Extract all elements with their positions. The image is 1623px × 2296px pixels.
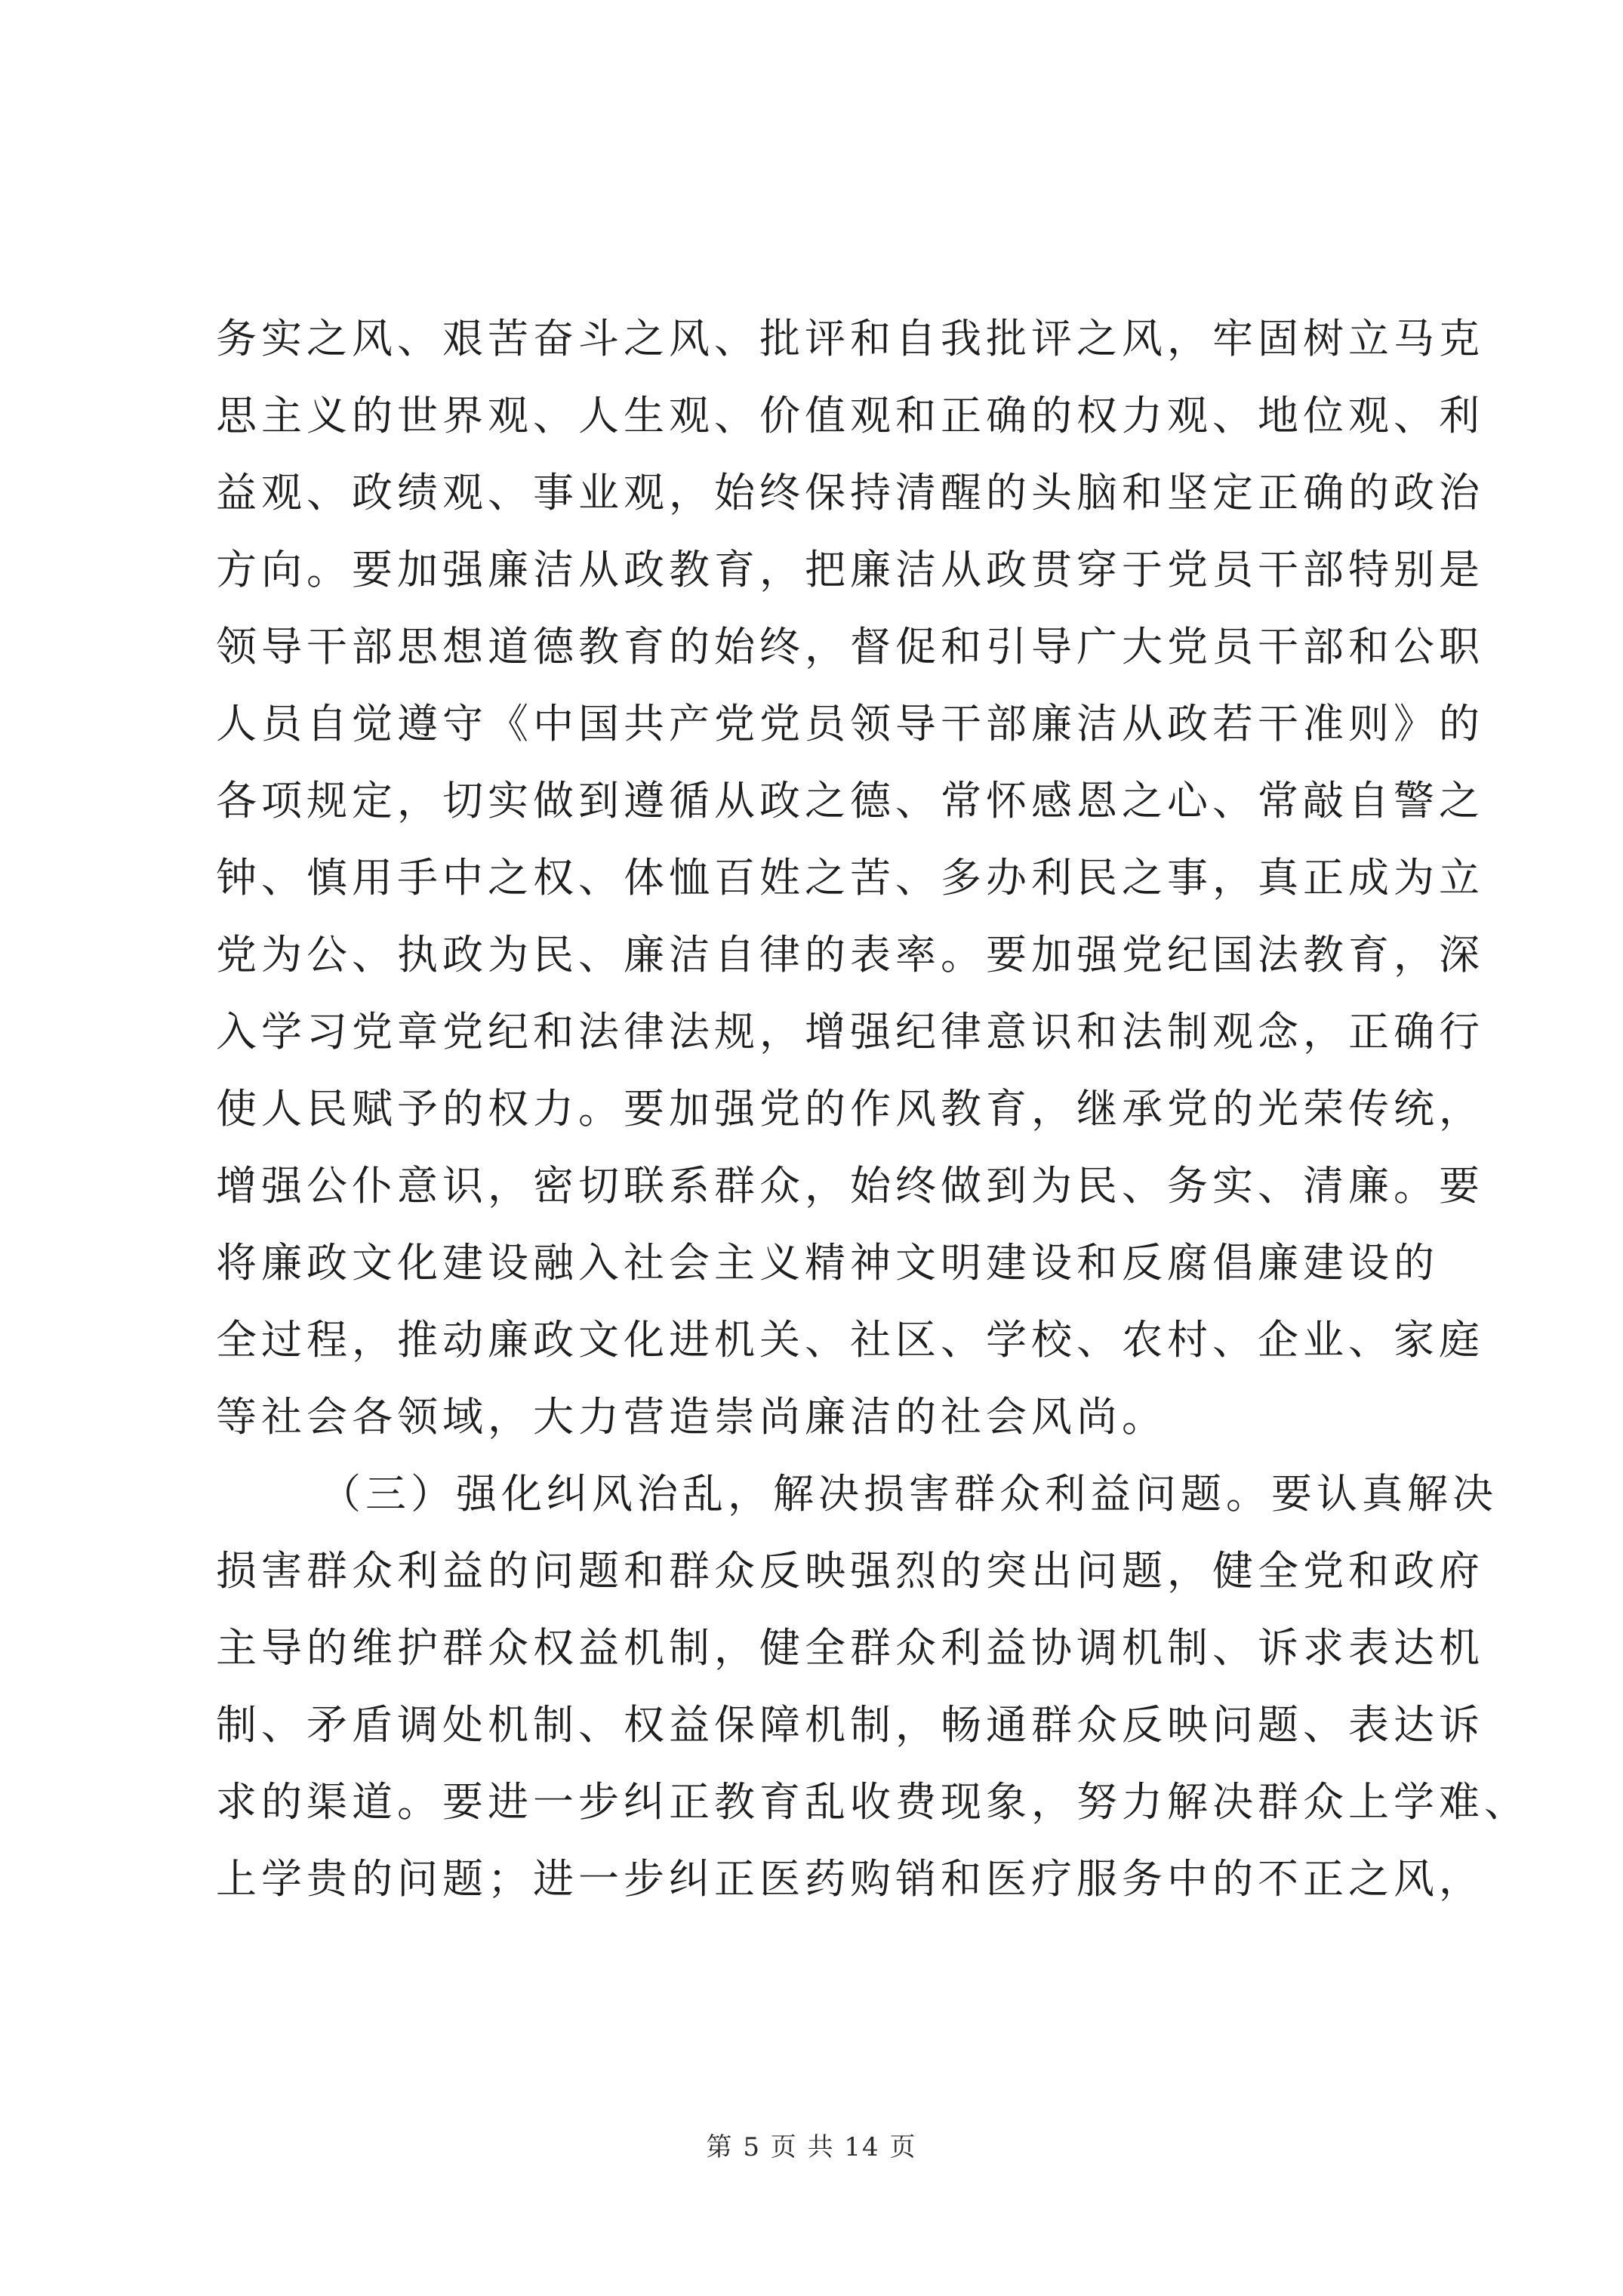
text-line: （三）强化纠风治乱，解决损害群众利益问题。要认真解决 <box>320 1470 1498 1518</box>
text-line: 领导干部思想道德教育的始终，督促和引导广大党员干部和公职 <box>216 623 1484 670</box>
text-line: 思主义的世界观、人生观、价值观和正确的权力观、地位观、利 <box>216 392 1484 439</box>
text-line: 益观、政绩观、事业观，始终保持清醒的头脑和坚定正确的政治 <box>216 469 1484 516</box>
text-line: 钟、慎用手中之权、体恤百姓之苦、多办利民之事，真正成为立 <box>216 854 1484 901</box>
text-line: 制、矛盾调处机制、权益保障机制，畅通群众反映问题、表达诉 <box>216 1701 1484 1749</box>
text-line: 使人民赋予的权力。要加强党的作风教育，继承党的光荣传统， <box>216 1085 1484 1133</box>
page-footer: 第 5 页 共 14 页 <box>706 2132 917 2162</box>
text-line: 党为公、执政为民、廉洁自律的表率。要加强党纪国法教育，深 <box>216 931 1484 978</box>
body-text <box>216 300 1529 1918</box>
text-line: 将廉政文化建设融入社会主义精神文明建设和反腐倡廉建设的 <box>216 1239 1439 1287</box>
text-line: 损害群众利益的问题和群众反映强烈的突出问题，健全党和政府 <box>216 1547 1484 1595</box>
text-line: 方向。要加强廉洁从政教育，把廉洁从政贯穿于党员干部特别是 <box>216 546 1484 593</box>
text-line: 等社会各领域，大力营造崇尚廉洁的社会风尚。 <box>216 1393 1167 1441</box>
text-line: 入学习党章党纪和法律法规，增强纪律意识和法制观念，正确行 <box>216 1008 1484 1056</box>
text-line: 增强公仆意识，密切联系群众，始终做到为民、务实、清廉。要 <box>216 1162 1484 1210</box>
text-line: 各项规定，切实做到遵循从政之德、常怀感恩之心、常敲自警之 <box>216 777 1484 824</box>
text-line: 主导的维护群众权益机制，健全群众利益协调机制、诉求表达机 <box>216 1624 1484 1672</box>
text-line: 务实之风、艰苦奋斗之风、批评和自我批评之风，牢固树立马克 <box>216 315 1484 362</box>
text-line: 上学贵的问题；进一步纠正医药购销和医疗服务中的不正之风， <box>216 1855 1484 1903</box>
text-line: 求的渠道。要进一步纠正教育乱收费现象，努力解决群众上学难、 <box>216 1778 1529 1826</box>
text-line: 全过程，推动廉政文化进机关、社区、学校、农村、企业、家庭 <box>216 1316 1484 1364</box>
text-line: 人员自觉遵守《中国共产党党员领导干部廉洁从政若干准则》的 <box>216 700 1484 747</box>
